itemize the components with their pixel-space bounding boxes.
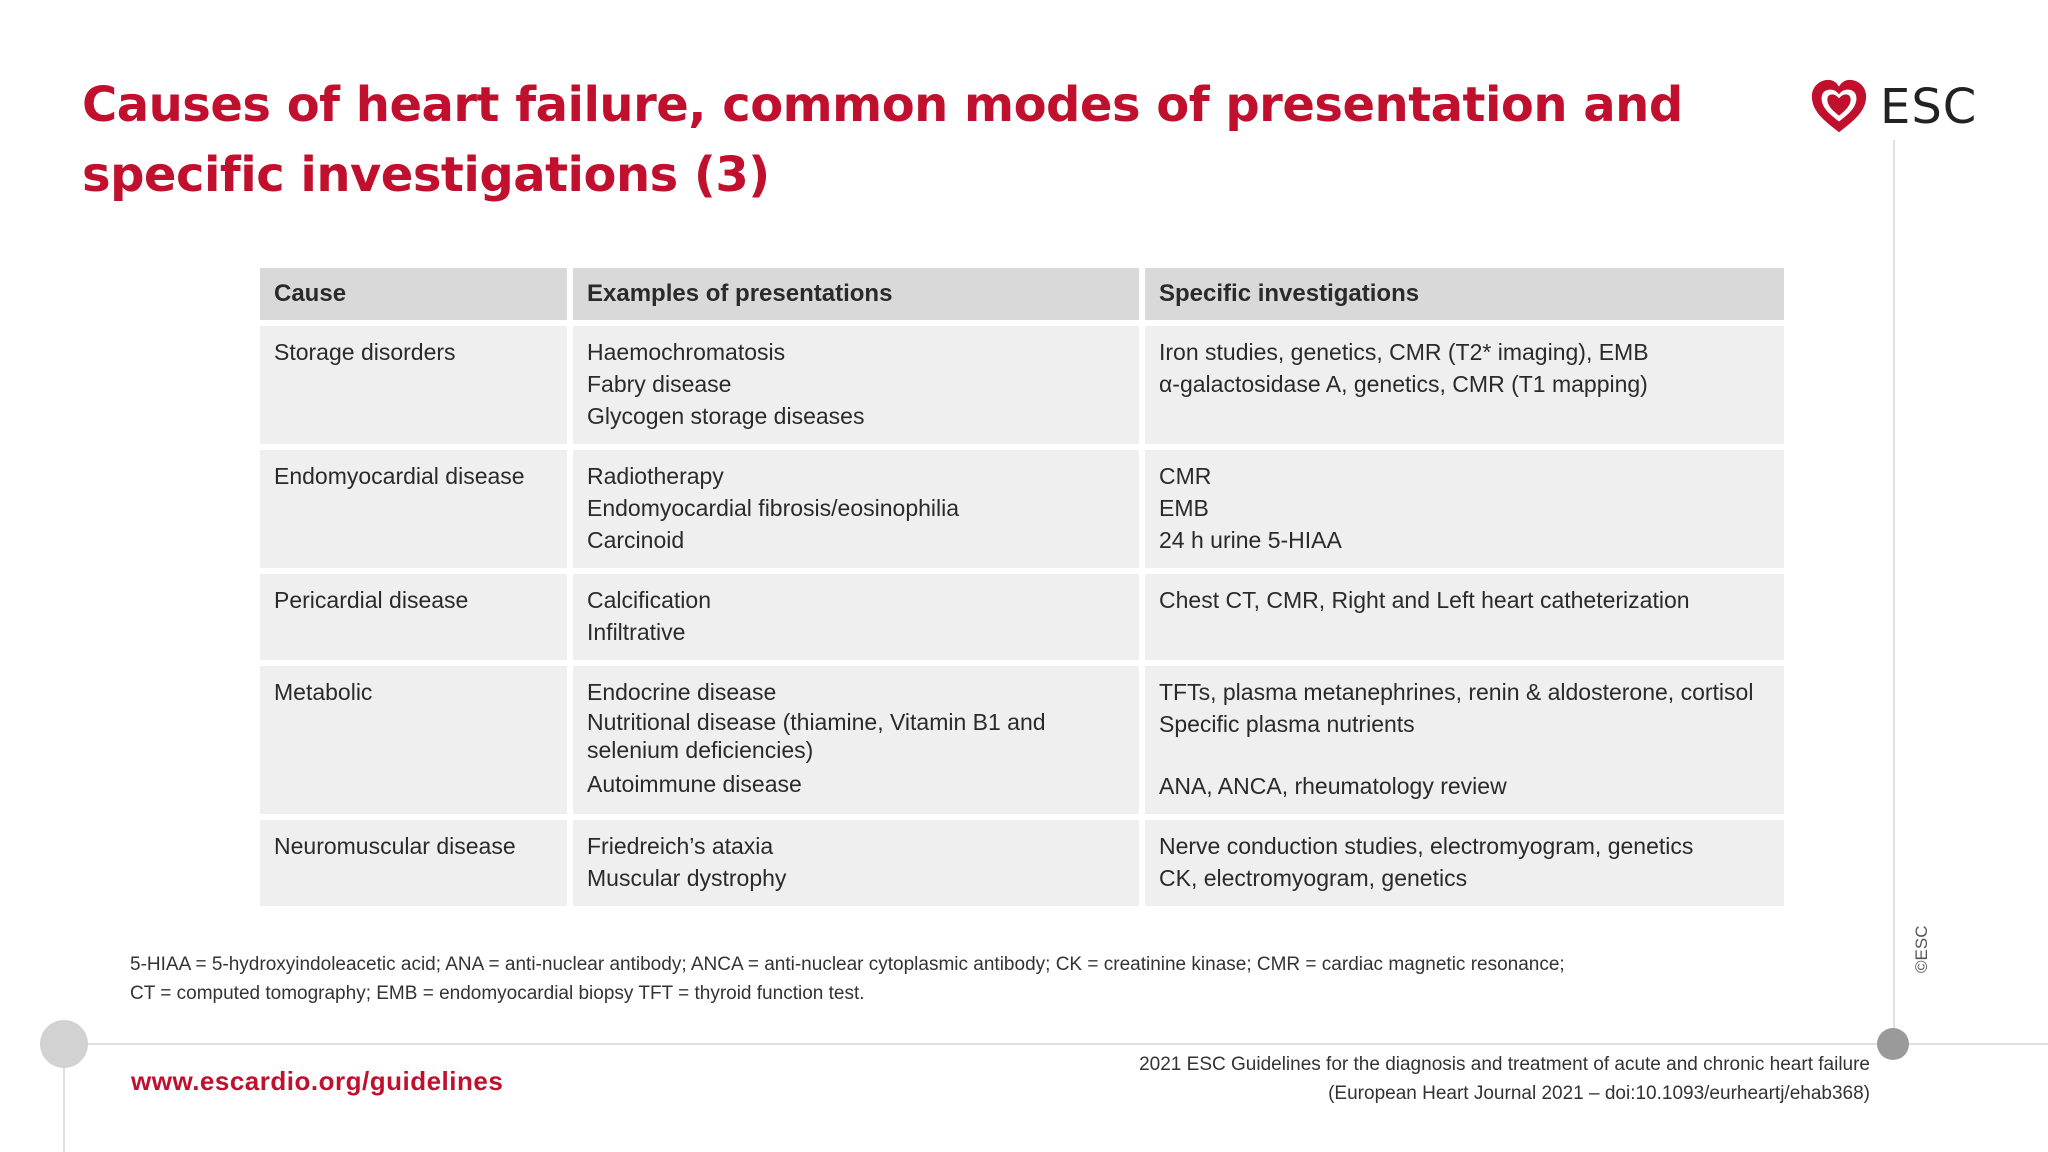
spacer xyxy=(1159,740,1770,770)
citation-line: (European Heart Journal 2021 – doi:10.1093/eurheartj/ehab368) xyxy=(1328,1083,1870,1104)
investigation-item: Chest CT, CMR, Right and Left heart catheterization xyxy=(1159,587,1690,613)
presentation-item: Calcification xyxy=(587,587,711,613)
investigations-cell xyxy=(1145,820,1784,906)
cause-cell: Pericardial disease xyxy=(260,574,567,660)
esc-logo xyxy=(1808,72,1977,142)
abbreviations-footnote xyxy=(130,950,1730,1008)
presentation-item: Glycogen storage diseases xyxy=(587,403,865,429)
investigation-item: Nerve conduction studies, electromyogram, genetics xyxy=(1159,833,1694,859)
presentation-item: Radiotherapy xyxy=(587,463,724,489)
presentation-item: Autoimmune disease xyxy=(587,771,802,797)
logo-text: ESC xyxy=(1880,79,1978,135)
decorative-dot xyxy=(1877,1028,1909,1060)
causes-table xyxy=(254,262,1790,912)
heart-icon xyxy=(1808,76,1870,138)
citation xyxy=(1139,1050,1870,1108)
investigation-item: TFTs, plasma metanephrines, renin & aldosterone, cortisol xyxy=(1159,679,1754,705)
presentations-cell xyxy=(573,450,1139,568)
presentation-item: Infiltrative xyxy=(587,619,686,645)
investigation-item: CK, electromyogram, genetics xyxy=(1159,865,1468,891)
decorative-dot xyxy=(40,1020,88,1068)
table-row xyxy=(260,820,1784,906)
investigation-item: CMR xyxy=(1159,463,1212,489)
investigations-cell xyxy=(1145,574,1784,660)
investigation-item: 24 h urine 5-HIAA xyxy=(1159,527,1342,553)
citation-line: 2021 ESC Guidelines for the diagnosis and treatment of acute and chronic heart failure xyxy=(1139,1054,1870,1075)
presentation-item: Friedreich’s ataxia xyxy=(587,833,774,859)
cause-cell: Endomyocardial disease xyxy=(260,450,567,568)
presentation-item: Endocrine disease xyxy=(587,679,777,705)
table-row xyxy=(260,326,1784,444)
footnote-line: 5-HIAA = 5-hydroxyindoleacetic acid; ANA = anti-nuclear antibody; ANCA = anti-nuclear cytoplasmic antibody; CK = creatinine kinase; CMR = cardiac magnetic resonance; xyxy=(130,954,1565,975)
cause-cell: Neuromuscular disease xyxy=(260,820,567,906)
table-row xyxy=(260,666,1784,814)
cause-cell: Metabolic xyxy=(260,666,567,814)
presentations-cell xyxy=(573,574,1139,660)
divider-vertical xyxy=(1893,140,1895,1043)
guidelines-link[interactable]: www.escardio.org/guidelines xyxy=(131,1066,504,1096)
table-row xyxy=(260,574,1784,660)
investigation-item: ANA, ANCA, rheumatology review xyxy=(1159,773,1507,799)
investigation-item: Specific plasma nutrients xyxy=(1159,711,1415,737)
table-header-row xyxy=(260,268,1784,320)
presentations-cell xyxy=(573,326,1139,444)
presentation-item: Endomyocardial fibrosis/eosinophilia xyxy=(587,495,960,521)
header-investigations: Specific investigations xyxy=(1145,268,1784,320)
investigations-cell xyxy=(1145,666,1784,814)
presentations-cell xyxy=(573,820,1139,906)
header-cause: Cause xyxy=(260,268,567,320)
copyright-mark: ©ESC xyxy=(1912,925,1931,973)
presentation-item: Fabry disease xyxy=(587,371,732,397)
investigation-item: α-galactosidase A, genetics, CMR (T1 mapping) xyxy=(1159,371,1648,397)
investigation-item: Iron studies, genetics, CMR (T2* imaging), EMB xyxy=(1159,339,1649,365)
presentation-item: Haemochromatosis xyxy=(587,339,786,365)
presentations-cell xyxy=(573,666,1139,814)
slide-title: Causes of heart failure, common modes of presentation and specific investigations (3) xyxy=(82,77,1683,203)
investigations-cell xyxy=(1145,326,1784,444)
header-presentations: Examples of presentations xyxy=(573,268,1139,320)
cause-cell: Storage disorders xyxy=(260,326,567,444)
presentation-item: Nutritional disease (thiamine, Vitamin B1 and selenium deficiencies) xyxy=(587,709,1046,763)
investigations-cell xyxy=(1145,450,1784,568)
footnote-line: CT = computed tomography; EMB = endomyocardial biopsy TFT = thyroid function test. xyxy=(130,983,865,1004)
investigation-item: EMB xyxy=(1159,495,1209,521)
presentation-item: Muscular dystrophy xyxy=(587,865,787,891)
table-row xyxy=(260,450,1784,568)
divider-horizontal xyxy=(63,1043,2048,1045)
presentation-item: Carcinoid xyxy=(587,527,685,553)
